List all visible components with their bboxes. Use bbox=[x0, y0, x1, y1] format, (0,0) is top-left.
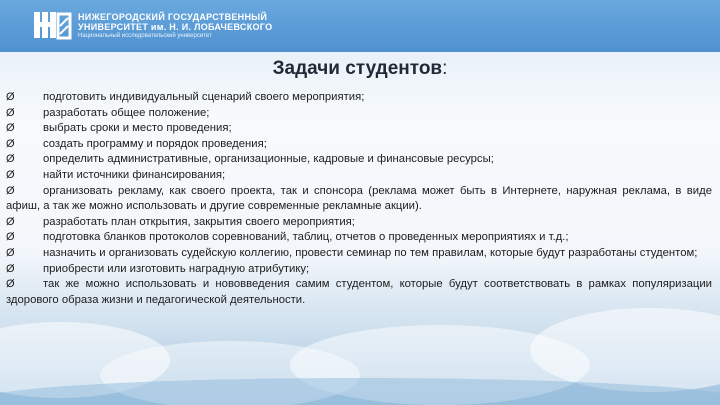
arrow-bullet-icon: Ø bbox=[6, 137, 15, 150]
list-item-text: подготовка бланков протоколов соревнований, таблиц, отчетов о проведенных мероприятиях и т.д.; bbox=[43, 231, 569, 244]
list-item-text: определить административные, организационные, кадровые и финансовые ресурсы; bbox=[43, 153, 494, 166]
arrow-bullet-icon: Ø bbox=[6, 153, 15, 166]
list-item bbox=[6, 90, 712, 106]
list-item bbox=[6, 168, 712, 184]
slide-title bbox=[0, 58, 720, 80]
arrow-bullet-icon: Ø bbox=[6, 215, 15, 228]
list-item bbox=[6, 106, 712, 122]
list-item-text: разработать общее положение; bbox=[43, 106, 210, 119]
list-item bbox=[6, 215, 712, 231]
list-item-text: организовать рекламу, как своего проекта, так и спонсора (реклама может быть в Интернете, наружная реклама, в виде афиш, а так же можно использовать и другие современные рекламные акции). bbox=[6, 184, 712, 213]
list-item bbox=[6, 184, 712, 215]
list-item-text: выбрать сроки и место проведения; bbox=[43, 122, 232, 135]
list-item-text: найти источники финансирования; bbox=[43, 168, 226, 181]
university-logo-icon bbox=[32, 8, 72, 44]
arrow-bullet-icon: Ø bbox=[6, 168, 15, 181]
slide-title-text: Задачи студентов bbox=[272, 58, 443, 79]
arrow-bullet-icon: Ø bbox=[6, 91, 15, 103]
university-subtitle: Национальный исследовательский университет bbox=[78, 33, 212, 39]
list-item-text: подготовить индивидуальный сценарий своего мероприятия; bbox=[43, 91, 365, 103]
university-name-line2: УНИВЕРСИТЕТ им. Н. И. ЛОБАЧЕВСКОГО bbox=[78, 22, 273, 32]
list-item bbox=[6, 152, 712, 168]
list-item bbox=[6, 121, 712, 137]
arrow-bullet-icon: Ø bbox=[6, 231, 15, 244]
arrow-bullet-icon: Ø bbox=[6, 246, 15, 259]
list-item-text: приобрести или изготовить наградную атрибутику; bbox=[43, 262, 310, 275]
list-item bbox=[6, 230, 712, 246]
list-item-text: так же можно использовать и нововведения самим студентом, которые будут соответствовать в рамках популяризации здорового образа жизни и педагогической деятельности. bbox=[6, 278, 712, 306]
task-list bbox=[6, 90, 712, 308]
arrow-bullet-icon: Ø bbox=[6, 122, 15, 135]
arrow-bullet-icon: Ø bbox=[6, 278, 15, 291]
arrow-bullet-icon: Ø bbox=[6, 106, 15, 119]
list-item bbox=[6, 262, 712, 278]
list-item-text: создать программу и порядок проведения; bbox=[43, 137, 267, 150]
list-item bbox=[6, 246, 712, 262]
list-item-text: назначить и организовать судейскую коллегию, провести семинар по тем правилам, которые будут разработаны студентом; bbox=[43, 246, 698, 259]
list-item bbox=[6, 277, 712, 308]
arrow-bullet-icon: Ø bbox=[6, 184, 15, 197]
list-item-text: разработать план открытия, закрытия своего мероприятия; bbox=[43, 215, 355, 228]
list-item bbox=[6, 137, 712, 153]
university-name-line1: НИЖЕГОРОДСКИЙ ГОСУДАРСТВЕННЫЙ bbox=[78, 12, 268, 22]
slide-title-colon: : bbox=[442, 58, 448, 79]
arrow-bullet-icon: Ø bbox=[6, 262, 15, 275]
header-bar bbox=[0, 0, 720, 52]
